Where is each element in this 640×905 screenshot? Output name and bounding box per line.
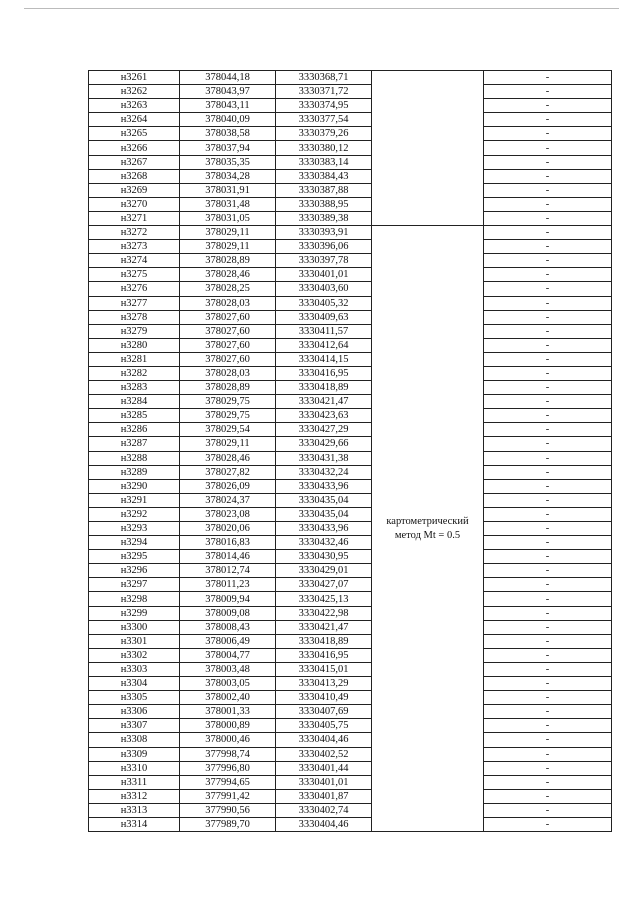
- x-coordinate-cell: 378028,03: [180, 296, 276, 310]
- point-id-cell: н3295: [89, 550, 180, 564]
- table-row: [89, 662, 612, 676]
- x-coordinate-cell: 378027,82: [180, 465, 276, 479]
- point-id-cell: н3314: [89, 817, 180, 831]
- y-coordinate-cell: 3330404,46: [276, 817, 372, 831]
- point-id-cell: н3293: [89, 522, 180, 536]
- x-coordinate-cell: 377990,56: [180, 803, 276, 817]
- dash-cell: -: [484, 451, 612, 465]
- y-coordinate-cell: 3330421,47: [276, 395, 372, 409]
- point-id-cell: н3268: [89, 169, 180, 183]
- table-row: [89, 99, 612, 113]
- point-id-cell: н3309: [89, 747, 180, 761]
- y-coordinate-cell: 3330409,63: [276, 310, 372, 324]
- dash-cell: -: [484, 366, 612, 380]
- x-coordinate-cell: 378027,60: [180, 310, 276, 324]
- x-coordinate-cell: 378012,74: [180, 564, 276, 578]
- y-coordinate-cell: 3330397,78: [276, 254, 372, 268]
- table-row: [89, 254, 612, 268]
- x-coordinate-cell: 378009,94: [180, 592, 276, 606]
- x-coordinate-cell: 378004,77: [180, 648, 276, 662]
- y-coordinate-cell: 3330404,46: [276, 733, 372, 747]
- y-coordinate-cell: 3330401,44: [276, 761, 372, 775]
- x-coordinate-cell: 377991,42: [180, 789, 276, 803]
- point-id-cell: н3304: [89, 677, 180, 691]
- x-coordinate-cell: 378044,18: [180, 71, 276, 85]
- table-row: [89, 775, 612, 789]
- table-row: [89, 437, 612, 451]
- point-id-cell: н3297: [89, 578, 180, 592]
- dash-cell: -: [484, 268, 612, 282]
- point-id-cell: н3275: [89, 268, 180, 282]
- y-coordinate-cell: 3330411,57: [276, 324, 372, 338]
- point-id-cell: н3296: [89, 564, 180, 578]
- dash-cell: -: [484, 352, 612, 366]
- x-coordinate-cell: 378027,60: [180, 338, 276, 352]
- table-row: [89, 691, 612, 705]
- point-id-cell: н3272: [89, 226, 180, 240]
- method-text-line1: картометрический: [386, 515, 469, 527]
- x-coordinate-cell: 378029,11: [180, 240, 276, 254]
- point-id-cell: н3282: [89, 366, 180, 380]
- table-row: [89, 268, 612, 282]
- x-coordinate-cell: 378028,03: [180, 366, 276, 380]
- dash-cell: -: [484, 620, 612, 634]
- point-id-cell: н3267: [89, 155, 180, 169]
- x-coordinate-cell: 378000,89: [180, 719, 276, 733]
- point-id-cell: н3273: [89, 240, 180, 254]
- dash-cell: -: [484, 789, 612, 803]
- dash-cell: -: [484, 761, 612, 775]
- x-coordinate-cell: 377994,65: [180, 775, 276, 789]
- y-coordinate-cell: 3330401,01: [276, 268, 372, 282]
- y-coordinate-cell: 3330423,63: [276, 409, 372, 423]
- dash-cell: -: [484, 437, 612, 451]
- x-coordinate-cell: 378028,46: [180, 451, 276, 465]
- y-coordinate-cell: 3330432,24: [276, 465, 372, 479]
- y-coordinate-cell: 3330407,69: [276, 705, 372, 719]
- dash-cell: -: [484, 803, 612, 817]
- dash-cell: -: [484, 240, 612, 254]
- x-coordinate-cell: 378029,54: [180, 423, 276, 437]
- dash-cell: -: [484, 113, 612, 127]
- y-coordinate-cell: 3330414,15: [276, 352, 372, 366]
- y-coordinate-cell: 3330377,54: [276, 113, 372, 127]
- dash-cell: -: [484, 85, 612, 99]
- dash-cell: -: [484, 606, 612, 620]
- y-coordinate-cell: 3330387,88: [276, 183, 372, 197]
- y-coordinate-cell: 3330425,13: [276, 592, 372, 606]
- x-coordinate-cell: 378009,08: [180, 606, 276, 620]
- point-id-cell: н3261: [89, 71, 180, 85]
- point-id-cell: н3284: [89, 395, 180, 409]
- point-id-cell: н3270: [89, 197, 180, 211]
- y-coordinate-cell: 3330410,49: [276, 691, 372, 705]
- table-row: [89, 310, 612, 324]
- dash-cell: -: [484, 381, 612, 395]
- dash-cell: -: [484, 578, 612, 592]
- y-coordinate-cell: 3330405,32: [276, 296, 372, 310]
- table-row: [89, 282, 612, 296]
- point-id-cell: н3285: [89, 409, 180, 423]
- dash-cell: -: [484, 71, 612, 85]
- dash-cell: -: [484, 409, 612, 423]
- table-row: [89, 211, 612, 225]
- y-coordinate-cell: 3330379,26: [276, 127, 372, 141]
- x-coordinate-cell: 378043,11: [180, 99, 276, 113]
- y-coordinate-cell: 3330371,72: [276, 85, 372, 99]
- table-row: [89, 578, 612, 592]
- point-id-cell: н3308: [89, 733, 180, 747]
- y-coordinate-cell: 3330416,95: [276, 648, 372, 662]
- table-row: [89, 550, 612, 564]
- point-id-cell: н3278: [89, 310, 180, 324]
- dash-cell: -: [484, 733, 612, 747]
- point-id-cell: н3294: [89, 536, 180, 550]
- dash-cell: -: [484, 211, 612, 225]
- y-coordinate-cell: 3330388,95: [276, 197, 372, 211]
- dash-cell: -: [484, 536, 612, 550]
- y-coordinate-cell: 3330433,96: [276, 522, 372, 536]
- x-coordinate-cell: 378040,09: [180, 113, 276, 127]
- point-id-cell: н3281: [89, 352, 180, 366]
- table-row: [89, 648, 612, 662]
- table-row: [89, 733, 612, 747]
- dash-cell: -: [484, 169, 612, 183]
- y-coordinate-cell: 3330368,71: [276, 71, 372, 85]
- y-coordinate-cell: 3330416,95: [276, 366, 372, 380]
- y-coordinate-cell: 3330435,04: [276, 507, 372, 521]
- x-coordinate-cell: 378014,46: [180, 550, 276, 564]
- y-coordinate-cell: 3330427,29: [276, 423, 372, 437]
- point-id-cell: н3306: [89, 705, 180, 719]
- table-row: [89, 338, 612, 352]
- dash-cell: -: [484, 648, 612, 662]
- y-coordinate-cell: 3330380,12: [276, 141, 372, 155]
- dash-cell: -: [484, 507, 612, 521]
- dash-cell: -: [484, 395, 612, 409]
- point-id-cell: н3263: [89, 99, 180, 113]
- table-row: [89, 395, 612, 409]
- dash-cell: -: [484, 155, 612, 169]
- table-row: [89, 296, 612, 310]
- y-coordinate-cell: 3330393,91: [276, 226, 372, 240]
- point-id-cell: н3289: [89, 465, 180, 479]
- x-coordinate-cell: 378024,37: [180, 493, 276, 507]
- table-row: [89, 141, 612, 155]
- x-coordinate-cell: 378028,25: [180, 282, 276, 296]
- table-row: [89, 564, 612, 578]
- coordinates-table-body: [89, 71, 612, 832]
- x-coordinate-cell: 378043,97: [180, 85, 276, 99]
- x-coordinate-cell: 378011,23: [180, 578, 276, 592]
- table-row: [89, 155, 612, 169]
- dash-cell: -: [484, 493, 612, 507]
- point-id-cell: н3266: [89, 141, 180, 155]
- dash-cell: -: [484, 282, 612, 296]
- table-row: [89, 817, 612, 831]
- x-coordinate-cell: 378029,75: [180, 395, 276, 409]
- point-id-cell: н3277: [89, 296, 180, 310]
- table-row: [89, 536, 612, 550]
- x-coordinate-cell: 378029,75: [180, 409, 276, 423]
- x-coordinate-cell: 378016,83: [180, 536, 276, 550]
- x-coordinate-cell: 378000,46: [180, 733, 276, 747]
- x-coordinate-cell: 378023,08: [180, 507, 276, 521]
- table-row: [89, 451, 612, 465]
- table-row: [89, 620, 612, 634]
- table-row: [89, 803, 612, 817]
- point-id-cell: н3305: [89, 691, 180, 705]
- method-cell: [372, 226, 484, 832]
- table-row: [89, 761, 612, 775]
- x-coordinate-cell: 377998,74: [180, 747, 276, 761]
- table-row: [89, 409, 612, 423]
- point-id-cell: н3290: [89, 479, 180, 493]
- point-id-cell: н3298: [89, 592, 180, 606]
- y-coordinate-cell: 3330401,87: [276, 789, 372, 803]
- dash-cell: -: [484, 254, 612, 268]
- point-id-cell: н3288: [89, 451, 180, 465]
- y-coordinate-cell: 3330418,89: [276, 381, 372, 395]
- y-coordinate-cell: 3330435,04: [276, 493, 372, 507]
- x-coordinate-cell: 378020,06: [180, 522, 276, 536]
- y-coordinate-cell: 3330429,01: [276, 564, 372, 578]
- table-row: [89, 381, 612, 395]
- point-id-cell: н3299: [89, 606, 180, 620]
- method-text-line2: метод Mt = 0.5: [394, 529, 461, 541]
- table-row: [89, 197, 612, 211]
- table-row: [89, 789, 612, 803]
- point-id-cell: н3283: [89, 381, 180, 395]
- dash-cell: -: [484, 127, 612, 141]
- dash-cell: -: [484, 747, 612, 761]
- y-coordinate-cell: 3330402,74: [276, 803, 372, 817]
- table-row: [89, 747, 612, 761]
- y-coordinate-cell: 3330429,66: [276, 437, 372, 451]
- table-row: [89, 719, 612, 733]
- point-id-cell: н3302: [89, 648, 180, 662]
- y-coordinate-cell: 3330415,01: [276, 662, 372, 676]
- scan-top-rule: [24, 8, 619, 9]
- y-coordinate-cell: 3330431,38: [276, 451, 372, 465]
- dash-cell: -: [484, 465, 612, 479]
- dash-cell: -: [484, 634, 612, 648]
- point-id-cell: н3279: [89, 324, 180, 338]
- x-coordinate-cell: 378031,05: [180, 211, 276, 225]
- table-row: [89, 507, 612, 521]
- y-coordinate-cell: 3330430,95: [276, 550, 372, 564]
- point-id-cell: н3300: [89, 620, 180, 634]
- x-coordinate-cell: 378029,11: [180, 226, 276, 240]
- point-id-cell: н3291: [89, 493, 180, 507]
- point-id-cell: н3276: [89, 282, 180, 296]
- y-coordinate-cell: 3330432,46: [276, 536, 372, 550]
- table-row: [89, 366, 612, 380]
- y-coordinate-cell: 3330384,43: [276, 169, 372, 183]
- table-row: [89, 169, 612, 183]
- dash-cell: -: [484, 691, 612, 705]
- y-coordinate-cell: 3330402,52: [276, 747, 372, 761]
- y-coordinate-cell: 3330374,95: [276, 99, 372, 113]
- x-coordinate-cell: 378002,40: [180, 691, 276, 705]
- point-id-cell: н3264: [89, 113, 180, 127]
- point-id-cell: н3274: [89, 254, 180, 268]
- x-coordinate-cell: 378037,94: [180, 141, 276, 155]
- x-coordinate-cell: 378038,58: [180, 127, 276, 141]
- point-id-cell: н3287: [89, 437, 180, 451]
- y-coordinate-cell: 3330427,07: [276, 578, 372, 592]
- x-coordinate-cell: 378001,33: [180, 705, 276, 719]
- point-id-cell: н3313: [89, 803, 180, 817]
- x-coordinate-cell: 378028,89: [180, 254, 276, 268]
- y-coordinate-cell: 3330401,01: [276, 775, 372, 789]
- x-coordinate-cell: 378028,89: [180, 381, 276, 395]
- dash-cell: -: [484, 338, 612, 352]
- point-id-cell: н3286: [89, 423, 180, 437]
- x-coordinate-cell: 378027,60: [180, 352, 276, 366]
- point-id-cell: н3301: [89, 634, 180, 648]
- x-coordinate-cell: 377996,80: [180, 761, 276, 775]
- dash-cell: -: [484, 296, 612, 310]
- table-row: [89, 479, 612, 493]
- point-id-cell: н3303: [89, 662, 180, 676]
- y-coordinate-cell: 3330383,14: [276, 155, 372, 169]
- point-id-cell: н3307: [89, 719, 180, 733]
- y-coordinate-cell: 3330422,98: [276, 606, 372, 620]
- x-coordinate-cell: 378027,60: [180, 324, 276, 338]
- y-coordinate-cell: 3330421,47: [276, 620, 372, 634]
- table-row: [89, 226, 612, 240]
- table-row: [89, 85, 612, 99]
- y-coordinate-cell: 3330418,89: [276, 634, 372, 648]
- dash-cell: -: [484, 141, 612, 155]
- point-id-cell: н3312: [89, 789, 180, 803]
- y-coordinate-cell: 3330396,06: [276, 240, 372, 254]
- x-coordinate-cell: 378008,43: [180, 620, 276, 634]
- point-id-cell: н3265: [89, 127, 180, 141]
- coordinates-table: [88, 70, 612, 832]
- dash-cell: -: [484, 662, 612, 676]
- dash-cell: -: [484, 817, 612, 831]
- dash-cell: -: [484, 677, 612, 691]
- dash-cell: -: [484, 705, 612, 719]
- dash-cell: -: [484, 99, 612, 113]
- table-row: [89, 634, 612, 648]
- table-row: [89, 352, 612, 366]
- dash-cell: -: [484, 423, 612, 437]
- y-coordinate-cell: 3330433,96: [276, 479, 372, 493]
- table-row: [89, 240, 612, 254]
- point-id-cell: н3311: [89, 775, 180, 789]
- x-coordinate-cell: 378003,48: [180, 662, 276, 676]
- y-coordinate-cell: 3330403,60: [276, 282, 372, 296]
- table-row: [89, 324, 612, 338]
- dash-cell: -: [484, 310, 612, 324]
- table-row: [89, 592, 612, 606]
- y-coordinate-cell: 3330413,29: [276, 677, 372, 691]
- x-coordinate-cell: 378003,05: [180, 677, 276, 691]
- table-row: [89, 606, 612, 620]
- point-id-cell: н3310: [89, 761, 180, 775]
- dash-cell: -: [484, 324, 612, 338]
- y-coordinate-cell: 3330412,64: [276, 338, 372, 352]
- dash-cell: -: [484, 226, 612, 240]
- x-coordinate-cell: 378006,49: [180, 634, 276, 648]
- x-coordinate-cell: 378031,91: [180, 183, 276, 197]
- table-row: [89, 677, 612, 691]
- x-coordinate-cell: 378028,46: [180, 268, 276, 282]
- table-row: [89, 423, 612, 437]
- x-coordinate-cell: 378035,35: [180, 155, 276, 169]
- table-row: [89, 522, 612, 536]
- dash-cell: -: [484, 522, 612, 536]
- dash-cell: -: [484, 719, 612, 733]
- table-row: [89, 465, 612, 479]
- table-row: [89, 113, 612, 127]
- dash-cell: -: [484, 775, 612, 789]
- point-id-cell: н3280: [89, 338, 180, 352]
- x-coordinate-cell: 378031,48: [180, 197, 276, 211]
- x-coordinate-cell: 378029,11: [180, 437, 276, 451]
- table-row: [89, 183, 612, 197]
- point-id-cell: н3269: [89, 183, 180, 197]
- table-row: [89, 493, 612, 507]
- y-coordinate-cell: 3330405,75: [276, 719, 372, 733]
- dash-cell: -: [484, 550, 612, 564]
- dash-cell: -: [484, 564, 612, 578]
- dash-cell: -: [484, 479, 612, 493]
- dash-cell: -: [484, 592, 612, 606]
- table-row: [89, 127, 612, 141]
- dash-cell: -: [484, 183, 612, 197]
- x-coordinate-cell: 378034,28: [180, 169, 276, 183]
- table-row: [89, 71, 612, 85]
- table-row: [89, 705, 612, 719]
- dash-cell: -: [484, 197, 612, 211]
- y-coordinate-cell: 3330389,38: [276, 211, 372, 225]
- method-cell-blank: [372, 71, 484, 226]
- point-id-cell: н3271: [89, 211, 180, 225]
- point-id-cell: н3262: [89, 85, 180, 99]
- x-coordinate-cell: 378026,09: [180, 479, 276, 493]
- point-id-cell: н3292: [89, 507, 180, 521]
- x-coordinate-cell: 377989,70: [180, 817, 276, 831]
